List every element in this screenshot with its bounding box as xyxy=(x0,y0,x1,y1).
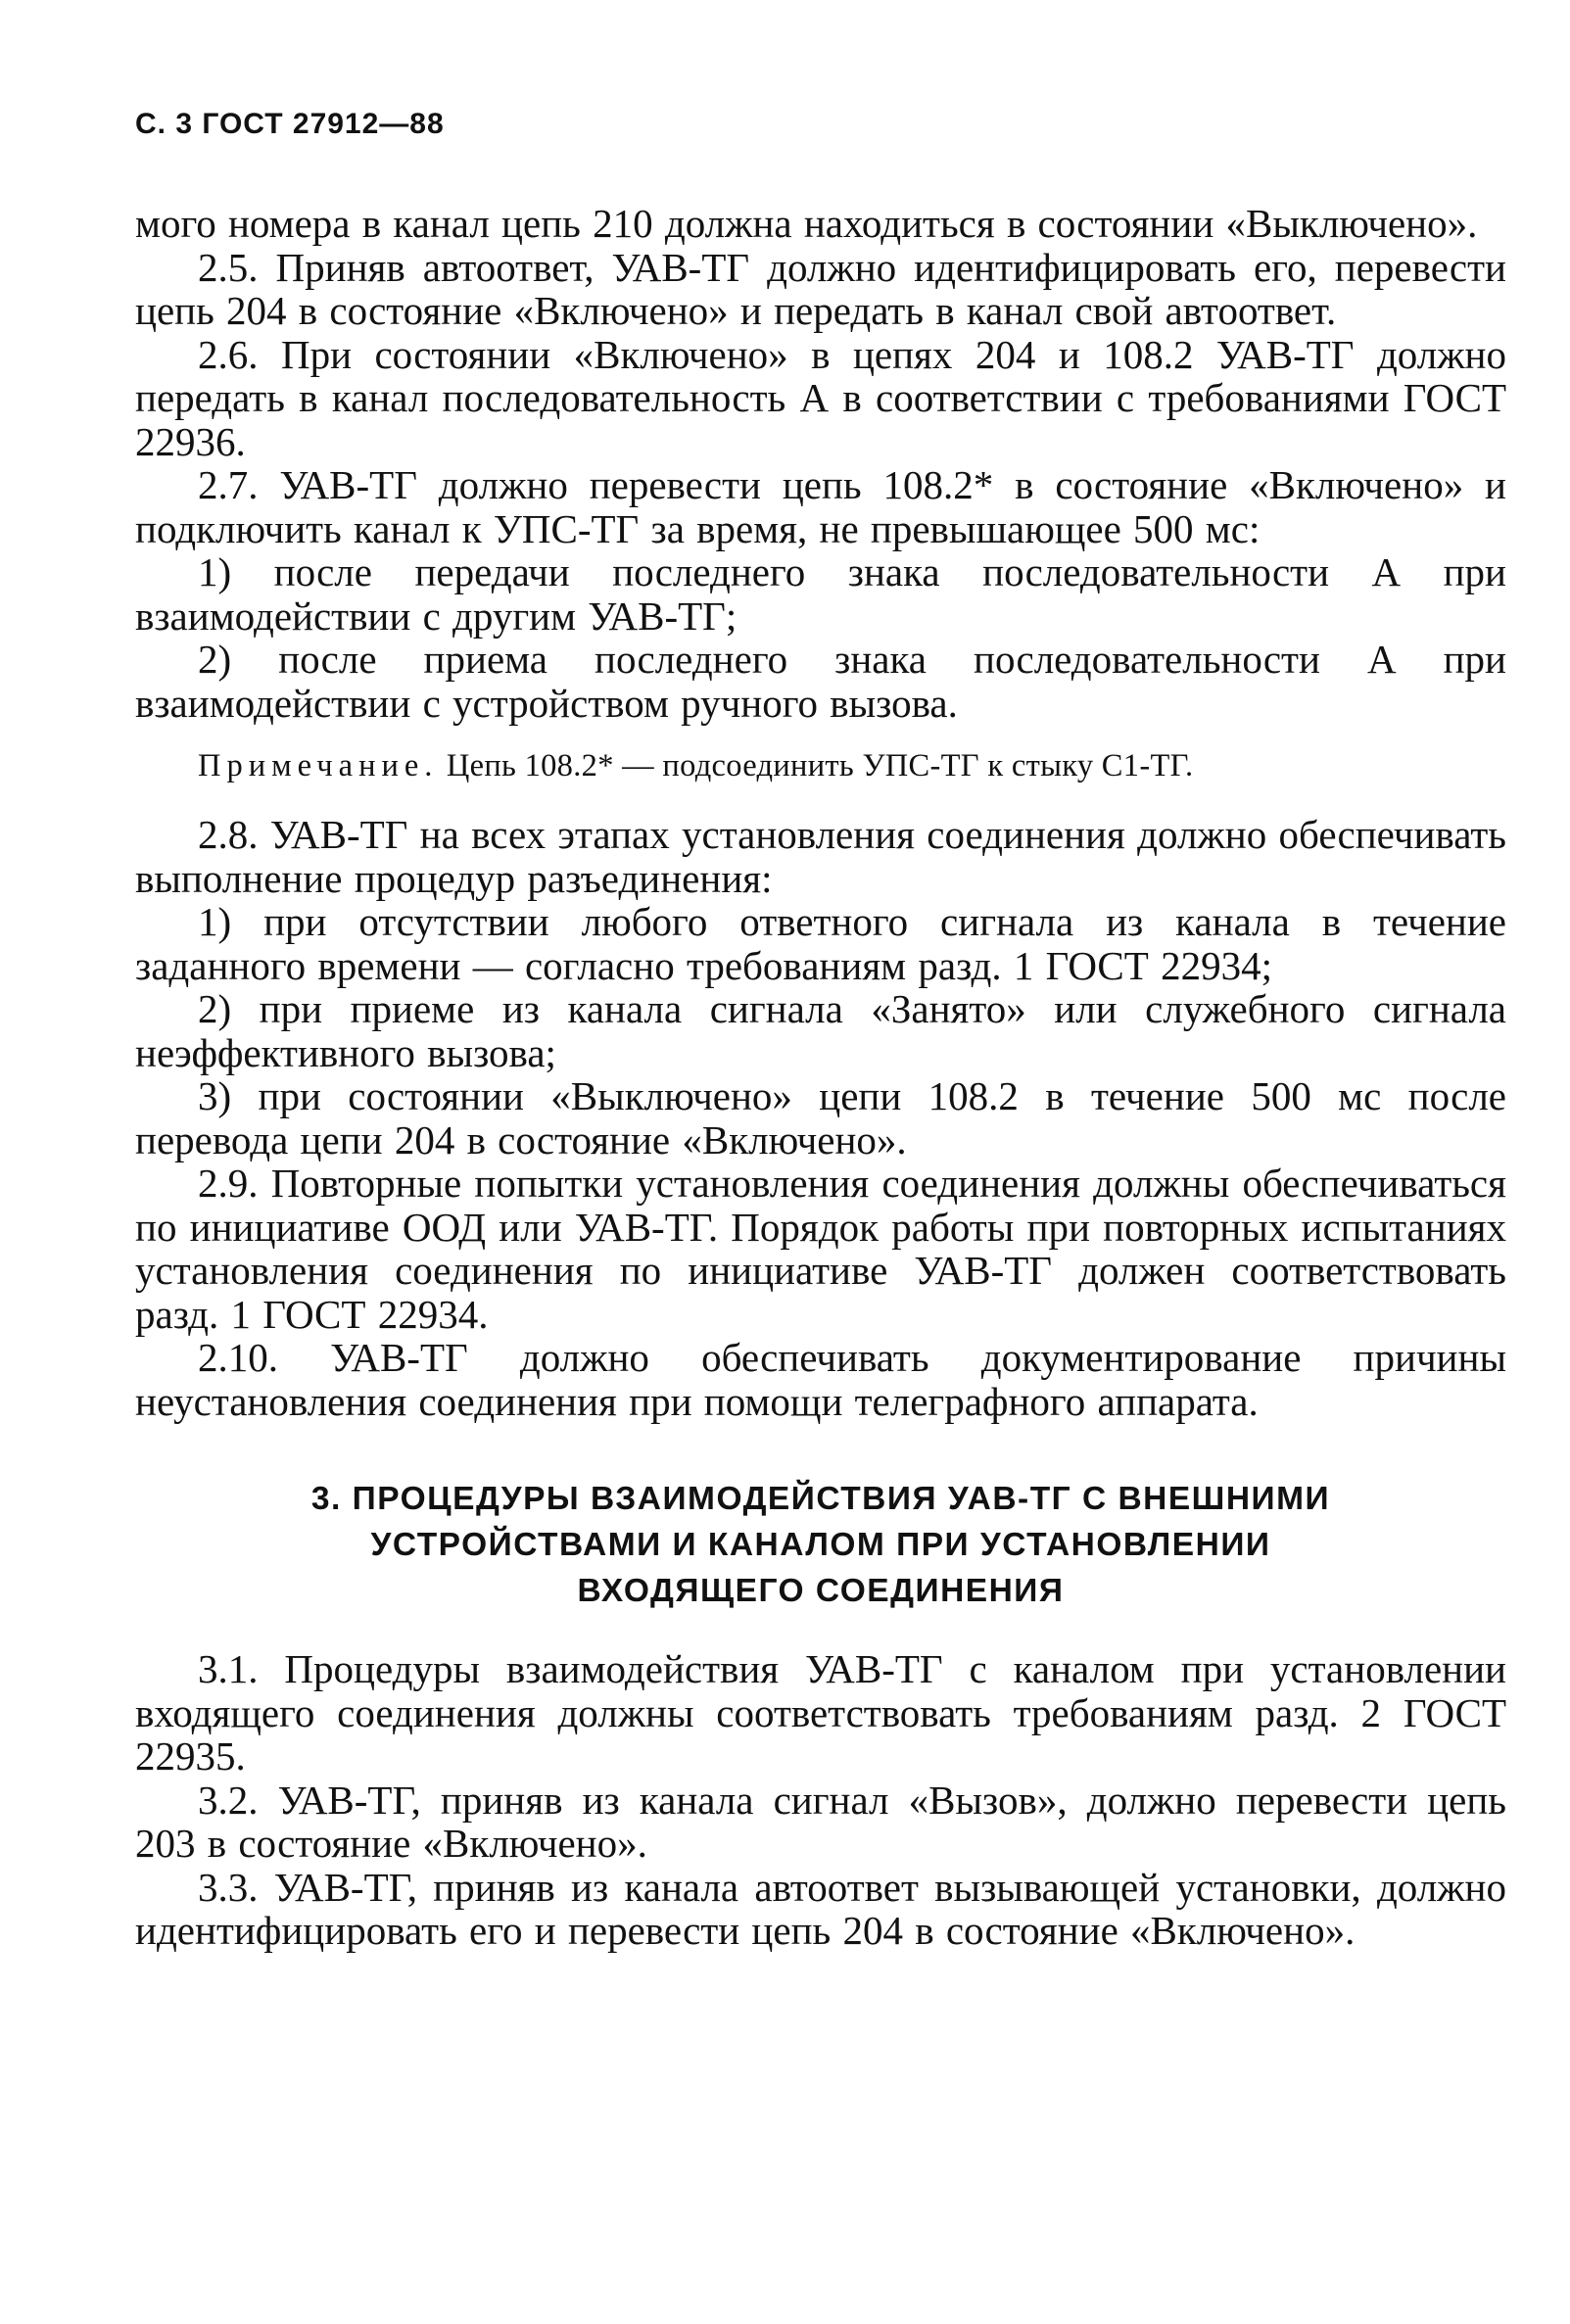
list-item-2-8-3: 3) при состоянии «Выключено» цепи 108.2 в течение 500 мс после перевода цепи 204 в состояние «Включено». xyxy=(135,1073,1506,1162)
paragraph-continuation: мого номера в канал цепь 210 должна находиться в состоянии «Выключено». xyxy=(135,201,1478,246)
list-item-2-7-1: 1) после передачи последнего знака последовательности А при взаимодействии с другим УАВ-ТГ; xyxy=(135,549,1506,639)
paragraph-2-9: 2.9. Повторные попытки установления соединения должны обеспечиваться по инициативе ООД или УАВ-ТГ. Порядок работы при повторных испытаниях установления соединения по инициативе УАВ-ТГ должен соответствовать разд. 1 ГОСТ 22934. xyxy=(135,1161,1506,1337)
document-page xyxy=(135,108,1506,1953)
paragraph-2-7: 2.7. УАВ-ТГ должно перевести цепь 108.2* в состояние «Включено» и подключить канал к УПС-ТГ за время, не превышающее 500 мс: xyxy=(135,462,1506,551)
paragraph-2-8: 2.8. УАВ-ТГ на всех этапах установления соединения должно обеспечивать выполнение процедур разъединения: xyxy=(135,812,1506,901)
list-item-2-7-2: 2) после приема последнего знака последовательности А при взаимодействии с устройством ручного вызова. xyxy=(135,637,1506,726)
section-3-title-line: ВХОДЯЩЕГО СОЕДИНЕНИЯ xyxy=(577,1573,1065,1609)
paragraph-2-6: 2.6. При состоянии «Включено» в цепях 204 и 108.2 УАВ-ТГ должно передать в канал последовательность А в соответствии с требованиями ГОСТ 22936. xyxy=(135,331,1506,464)
note xyxy=(198,746,1506,785)
paragraph-3-1: 3.1. Процедуры взаимодействия УАВ-ТГ с каналом при установлении входящего соединения должны соответствовать требованиям разд. 2 ГОСТ 22935. xyxy=(135,1646,1506,1779)
section-3-title xyxy=(135,1476,1506,1614)
note-text: Цепь 108.2* — подсоединить УПС-ТГ к стыку С1-ТГ. xyxy=(446,748,1194,783)
paragraph-2-10: 2.10. УАВ-ТГ должно обеспечивать документирование причины неустановления соединения при помощи телеграфного аппарата. xyxy=(135,1335,1506,1424)
paragraph-3-2: 3.2. УАВ-ТГ, приняв из канала сигнал «Вызов», должно перевести цепь 203 в состояние «Включено». xyxy=(135,1777,1506,1866)
list-item-2-8-2: 2) при приеме из канала сигнала «Занято» или служебного сигнала неэффективного вызова; xyxy=(135,986,1506,1075)
page-header: С. 3 ГОСТ 27912—88 xyxy=(135,108,445,140)
note-lead: Примечание. xyxy=(198,748,439,783)
section-3-title-line: УСТРОЙСТВАМИ И КАНАЛОМ ПРИ УСТАНОВЛЕНИИ xyxy=(370,1527,1271,1563)
list-item-2-8-1: 1) при отсутствии любого ответного сигнала из канала в течение заданного времени — согласно требованиям разд. 1 ГОСТ 22934; xyxy=(135,899,1506,988)
section-3-title-line: 3. ПРОЦЕДУРЫ ВЗАИМОДЕЙСТВИЯ УАВ-ТГ С ВНЕШНИМИ xyxy=(310,1481,1331,1517)
paragraph-3-3: 3.3. УАВ-ТГ, приняв из канала автоответ вызывающей установки, должно идентифицировать его и перевести цепь 204 в состояние «Включено». xyxy=(135,1864,1506,1953)
paragraph-2-5: 2.5. Приняв автоответ, УАВ-ТГ должно идентифицировать его, перевести цепь 204 в состояние «Включено» и передать в канал свой автоответ. xyxy=(135,244,1506,333)
